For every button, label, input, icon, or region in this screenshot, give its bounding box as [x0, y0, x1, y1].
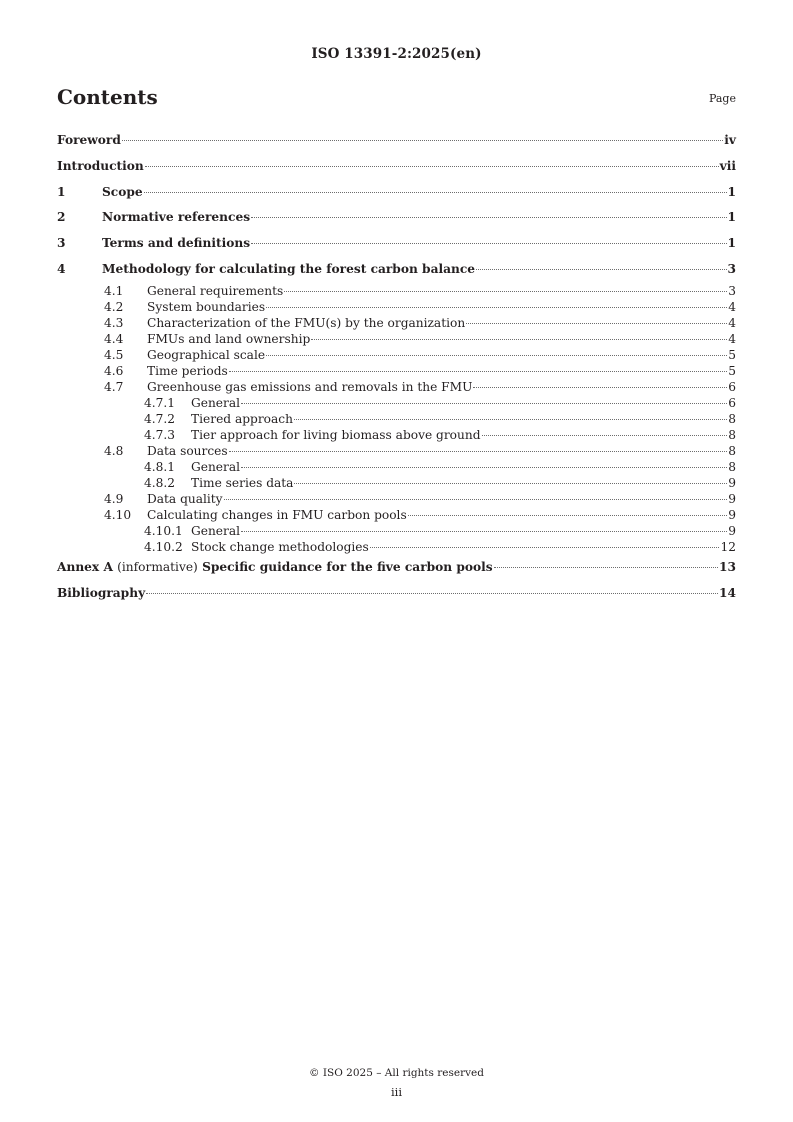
copyright-footer: © ISO 2025 – All rights reserved — [309, 1067, 484, 1079]
toc-entry-number: 4.7 — [104, 379, 124, 394]
dot-leader — [241, 467, 727, 468]
toc-entry-title: Introduction — [57, 158, 144, 173]
toc-entry[interactable] — [57, 363, 736, 379]
dot-leader — [241, 403, 727, 404]
toc-entry-page: 8 — [728, 411, 736, 426]
toc-entry-page: 9 — [728, 491, 736, 506]
toc-entry-page: 9 — [728, 523, 736, 538]
dot-leader — [482, 435, 728, 436]
annex-title: Specific guidance for the five carbon pools — [202, 559, 493, 574]
page-number: iii — [390, 1085, 403, 1099]
toc-entry-number: 1 — [57, 184, 66, 199]
toc-entry-page: 8 — [728, 459, 736, 474]
dot-leader — [266, 307, 727, 308]
toc-entry[interactable] — [57, 331, 736, 347]
toc-entry[interactable] — [57, 315, 736, 331]
toc-entry-title: Data quality — [147, 491, 223, 506]
toc-entry-page: 6 — [728, 379, 736, 394]
toc-entry-page: 4 — [728, 331, 736, 346]
toc-entry[interactable] — [57, 283, 736, 299]
dot-leader — [266, 355, 727, 356]
toc-entry-number: 4.3 — [104, 315, 124, 330]
toc-entry-number: 4.8.1 — [144, 459, 176, 474]
toc-entry-page: 3 — [728, 283, 736, 298]
toc-entry[interactable] — [57, 231, 736, 257]
toc-entry-title: FMUs and land ownership — [147, 331, 311, 346]
toc-entry-page: 1 — [727, 210, 736, 225]
toc-entry-number: 2 — [57, 210, 66, 225]
toc-entry-number: 4.10 — [104, 507, 132, 522]
toc-entry-page: 13 — [719, 559, 736, 574]
table-of-contents — [57, 128, 736, 606]
toc-entry-number: 4.2 — [104, 299, 124, 314]
toc-entry-number: 4.10.1 — [144, 523, 183, 538]
toc-entry[interactable] — [57, 523, 736, 539]
toc-entry-number: 4.4 — [104, 331, 124, 346]
toc-entry[interactable] — [57, 205, 736, 231]
document-id-header: ISO 13391-2:2025(en) — [311, 46, 482, 62]
toc-entry[interactable] — [57, 379, 736, 395]
toc-entry[interactable] — [57, 475, 736, 491]
toc-entry-number: 4.7.3 — [144, 427, 176, 442]
toc-entry-title: General — [191, 523, 240, 538]
toc-entry-number: 4 — [57, 261, 66, 276]
toc-entry[interactable] — [57, 581, 736, 607]
toc-entry[interactable] — [57, 395, 736, 411]
toc-entry-page: 4 — [728, 315, 736, 330]
toc-entry-title: Methodology for calculating the forest carbon balance — [102, 261, 476, 276]
dot-leader — [294, 483, 727, 484]
toc-entry-page: 9 — [728, 507, 736, 522]
toc-entry-number: 4.8 — [104, 443, 124, 458]
dot-leader — [122, 140, 723, 141]
toc-entry-page: 8 — [728, 427, 736, 442]
dot-leader — [466, 323, 727, 324]
toc-entry[interactable] — [57, 128, 736, 154]
toc-entry-page: 5 — [728, 347, 736, 362]
toc-entry-number: 4.1 — [104, 283, 124, 298]
toc-entry[interactable] — [57, 180, 736, 206]
toc-entry-number: 4.7.2 — [144, 411, 176, 426]
toc-entry-title: Geographical scale — [147, 347, 266, 362]
toc-entry[interactable] — [57, 257, 736, 283]
toc-entry[interactable] — [57, 411, 736, 427]
toc-entry-page: 1 — [727, 236, 736, 251]
toc-entry-page: iv — [724, 133, 736, 147]
toc-entry-title: Foreword — [57, 133, 121, 147]
toc-entry-title: General — [191, 459, 240, 474]
toc-entry-number: 4.7.1 — [144, 395, 176, 410]
toc-entry-number: 4.9 — [104, 491, 124, 506]
toc-entry-title: Terms and definitions — [102, 236, 251, 251]
dot-leader — [241, 531, 727, 532]
toc-entry[interactable] — [57, 491, 736, 507]
dot-leader — [370, 547, 720, 548]
toc-entry-title: Bibliography — [57, 585, 146, 600]
toc-entry-title: Calculating changes in FMU carbon pools — [147, 507, 407, 522]
toc-entry-title: Characterization of the FMU(s) by the organization — [147, 315, 466, 330]
toc-entry-number: 4.10.2 — [144, 539, 183, 554]
toc-entry-page: 3 — [727, 261, 736, 276]
dot-leader — [294, 419, 727, 420]
page-column-label: Page — [708, 92, 736, 105]
dot-leader — [146, 593, 718, 594]
toc-entry[interactable] — [57, 507, 736, 523]
toc-entry-title: Stock change methodologies — [191, 539, 369, 554]
dot-leader — [311, 339, 727, 340]
toc-entry-title: Time periods — [147, 363, 228, 378]
toc-entry[interactable] — [57, 555, 736, 581]
toc-entry-page: 9 — [728, 475, 736, 490]
toc-entry[interactable] — [57, 347, 736, 363]
dot-leader — [284, 291, 727, 292]
toc-entry[interactable] — [57, 539, 736, 555]
toc-entry-number: 3 — [57, 236, 66, 251]
toc-entry-page: 4 — [728, 299, 736, 314]
dot-leader — [229, 371, 727, 372]
toc-entry-title: Tier approach for living biomass above ground — [191, 427, 481, 442]
toc-entry-number: 4.8.2 — [144, 475, 176, 490]
dot-leader — [251, 217, 726, 218]
toc-entry-number: 4.6 — [104, 363, 124, 378]
toc-entry[interactable] — [57, 154, 736, 180]
toc-entry-title: Data sources — [147, 443, 228, 458]
toc-entry-title: Tiered approach — [191, 411, 293, 426]
toc-entry-number: 4.5 — [104, 347, 124, 362]
dot-leader — [251, 243, 726, 244]
annex-note: (informative) — [117, 559, 198, 574]
toc-entry-page: 12 — [720, 539, 736, 554]
dot-leader — [473, 387, 727, 388]
contents-title: Contents — [57, 85, 158, 109]
toc-entry-title: Time series data — [191, 475, 294, 490]
dot-leader — [494, 567, 718, 568]
toc-entry-title: Greenhouse gas emissions and removals in the FMU — [147, 379, 473, 394]
dot-leader — [145, 166, 719, 167]
toc-entry-title — [57, 557, 493, 577]
toc-entry-title: General requirements — [147, 283, 284, 298]
toc-entry[interactable] — [57, 427, 736, 443]
toc-entry-title: System boundaries — [147, 299, 266, 314]
toc-entry[interactable] — [57, 299, 736, 315]
toc-entry[interactable] — [57, 459, 736, 475]
toc-entry-title: General — [191, 395, 240, 410]
dot-leader — [224, 499, 728, 500]
toc-entry-title: Normative references — [102, 210, 251, 225]
toc-entry-page: vii — [719, 158, 736, 173]
toc-entry-page: 5 — [728, 363, 736, 378]
toc-entry-page: 6 — [728, 395, 736, 410]
toc-entry[interactable] — [57, 443, 736, 459]
annex-label: Annex A — [57, 559, 113, 574]
dot-leader — [144, 192, 727, 193]
toc-entry-page: 1 — [727, 184, 736, 199]
dot-leader — [476, 269, 726, 270]
dot-leader — [408, 515, 728, 516]
toc-entry-page: 14 — [719, 585, 736, 600]
dot-leader — [229, 451, 728, 452]
toc-entry-page: 8 — [728, 443, 736, 458]
toc-entry-title: Scope — [102, 184, 143, 199]
